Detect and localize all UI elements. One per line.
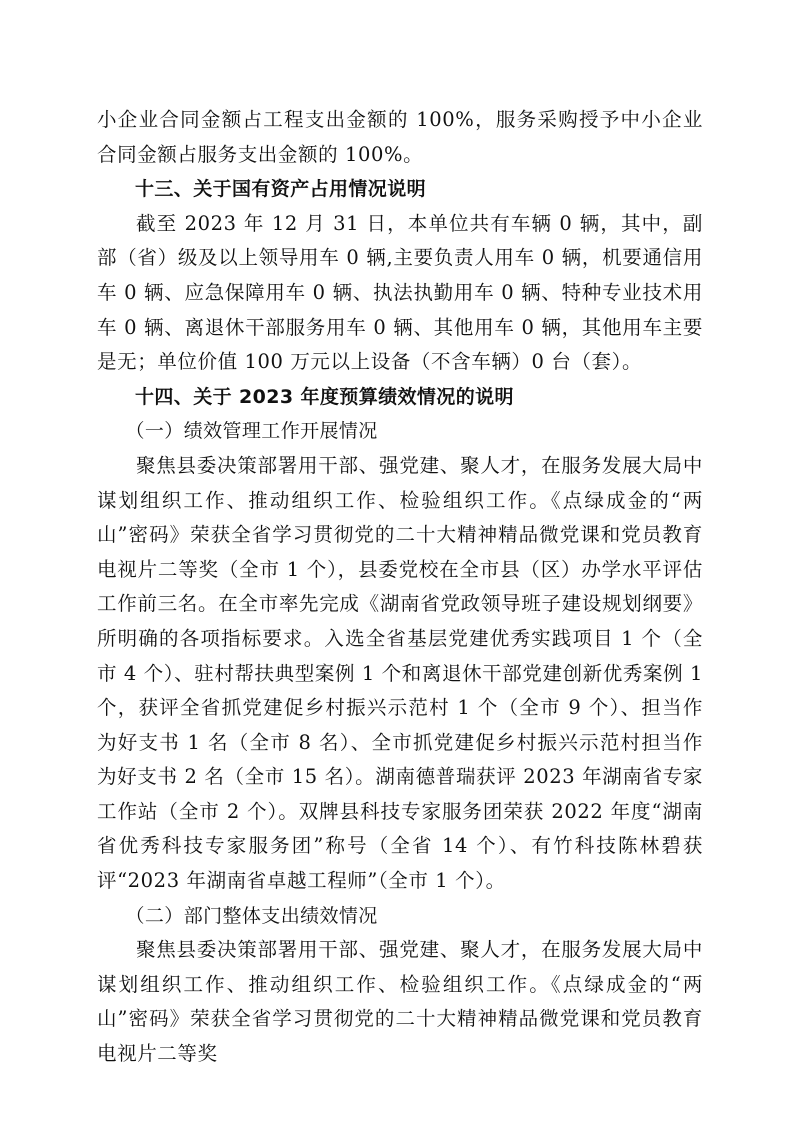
paragraph-performance-management: 聚焦县委决策部署用干部、强党建、聚人才，在服务发展大局中谋划组织工作、推动组织工作、检验组织工作。《点绿成金的“两山”密码》荣获全省学习贯彻党的二十大精神精品微党课和党员教育电视片二等奖（全市 1 个），县委党校在全市县（区）办学水平评估工作前三名。在全市率先完成《湖南省党政领导班子建设规划纲要》所明确的各项指标要求。入选全省基层党建优秀实践项目 1 个（全市 4 个）、驻村帮扶典型案例 1 个和离退休干部党建创新优秀案例 1 个，获评全省抓党建促乡村振兴示范村 1 个（全市 9 个）、担当作为好支书 1 名（全市 8 名）、全市抓党建促乡村振兴示范村担当作为好支书 2 名（全市 15 名）。湖南德普瑞获评 2023 年湖南省专家工作站（全市 2 个）。双牌县科技专家服务团荣获 2022 年度“湖南省优秀科技专家服务团”称号（全省 14 个）、有竹科技陈林碧获评“2023 年湖南省卓越工程师”（全市 1 个）。 [97,453,703,893]
document-page [97,103,703,1072]
paragraph-procurement-ratio: 小企业合同金额占工程支出金额的 100%，服务采购授予中小企业合同金额占服务支出金额的 100%。 [97,108,703,166]
section-heading-14: 十四、关于 2023 年度预算绩效情况的说明 [135,385,514,408]
paragraph-state-assets: 截至 2023 年 12 月 31 日，本单位共有车辆 0 辆，其中，副部（省）级及以上领导用车 0 辆,主要负责人用车 0 辆，机要通信用车 0 辆、应急保障用车 0 辆、执法执勤用车 0 辆、特种专业技术用车 0 辆、离退休干部服务用车 0 辆、其他用车 0 辆，其他用车主要是无；单位价值 100 万元以上设备（不含车辆）0 台（套）。 [97,211,703,374]
section-heading-13: 十三、关于国有资产占用情况说明 [135,178,427,201]
paragraph-overall-expenditure: 聚焦县委决策部署用干部、强党建、聚人才，在服务发展大局中谋划组织工作、推动组织工作、检验组织工作。《点绿成金的“两山”密码》荣获全省学习贯彻党的二十大精神精品微党课和党员教育电视片二等奖 [97,938,703,1066]
subsection-heading-1: （一）绩效管理工作开展情况 [125,420,378,443]
subsection-heading-2: （二）部门整体支出绩效情况 [125,904,378,927]
